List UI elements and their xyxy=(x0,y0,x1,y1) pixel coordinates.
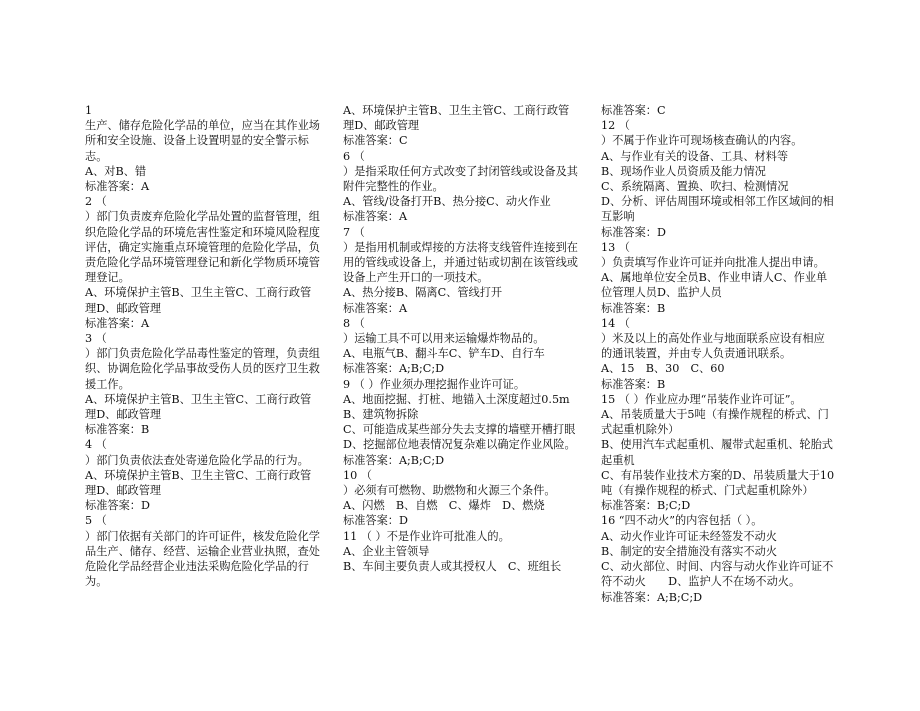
text-line: 标准答案：B xyxy=(601,301,666,315)
text-line: ）部门负责废弃危险化学品处置的监督管理，组织危险化学品的环境危害性鉴定和环境风险程度评估，确定实施重点环境管理的危险化学品，负责危险化学品环境管理登记和新化学物质环境管理登记。 xyxy=(85,210,320,285)
text-line: 4 （ xyxy=(85,438,107,452)
text-line: B、建筑物拆除 xyxy=(343,408,419,422)
text-line: 14 （ xyxy=(601,316,630,330)
text-line: A、管线/设备打开B、热分接C、动火作业 xyxy=(343,195,551,209)
text-line: ）部门负责依法查处寄递危险化学品的行为。 xyxy=(85,453,309,467)
text-column-2 xyxy=(343,103,579,574)
text-line: D、挖掘部位地表情况复杂难以确定作业风险。 xyxy=(343,438,576,452)
text-line: C、系统隔离、置换、吹扫、检测情况 xyxy=(601,180,789,194)
text-line: 标准答案：A xyxy=(85,180,150,194)
text-line: A、15 B、30 C、60 xyxy=(601,362,725,376)
text-line: 2 （ xyxy=(85,195,107,209)
text-line: 6 （ xyxy=(343,149,365,163)
text-line: 11 （ ）不是作业许可批准人的。 xyxy=(343,529,510,543)
text-line: 9 （ ）作业须办理挖掘作业许可证。 xyxy=(343,377,526,391)
text-line: D、分析、评估周围环境或相邻工作区域间的相互影响 xyxy=(601,195,834,224)
text-line: B、制定的安全措施没有落实不动火 xyxy=(601,544,778,558)
text-line: 7 （ xyxy=(343,225,365,239)
text-column-1 xyxy=(85,103,321,590)
text-line: C、有吊装作业技术方案的D、吊装质量大于10吨（有操作规程的桥式、门式起重机除外） xyxy=(601,468,835,498)
text-line: ）是指用机制或焊接的方法将支线管件连接到在用的管线或设备上，并通过钻或切割在该管线或设备上产生开口的一项技术。 xyxy=(343,240,578,285)
text-line: 16 “四不动火”的内容包括（ ）。 xyxy=(601,514,763,528)
text-line: A、属地单位安全员B、作业申请人C、作业单位管理人员D、监护人员 xyxy=(601,271,828,300)
text-line: A、地面挖掘、打桩、地锚入土深度超过0.5m xyxy=(343,392,570,406)
text-line: ）部门负责危险化学品毒性鉴定的管理，负责组织、协调危险化学品事故受伤人员的医疗卫生救援工作。 xyxy=(85,347,320,391)
text-line: 标准答案：A;B;C;D xyxy=(343,453,445,467)
text-column-3 xyxy=(601,103,835,605)
text-line: 标准答案：D xyxy=(85,499,150,513)
text-line: A、环境保护主管B、卫生主管C、工商行政管理D、邮政管理 xyxy=(85,468,312,498)
text-line: ）部门依据有关部门的许可证件，核发危险化学品生产、储存、经营、运输企业营业执照，查处危险化学品经营企业违法采购危险化学品的行为。 xyxy=(85,529,320,589)
text-line: ）是指采取任何方式改变了封闭管线或设备及其附件完整性的作业。 xyxy=(343,164,578,194)
text-line: 12 （ xyxy=(601,119,630,133)
text-line: 标准答案：C xyxy=(343,134,408,148)
text-line: A、对B、错 xyxy=(85,164,147,178)
text-line: B、使用汽车式起重机、履带式起重机、轮胎式起重机 xyxy=(601,438,833,467)
text-line: ）负责填写作业许可证并向批准人提出申请。 xyxy=(601,256,825,270)
text-line: C、动火部位、时间、内容与动火作业许可证不符不动火 D、监护人不在场不动火。 xyxy=(601,560,834,589)
text-line: ）必须有可燃物、助燃物和火源三个条件。 xyxy=(343,484,556,498)
text-line: A、电瓶气B、翻斗车C、铲车D、自行车 xyxy=(343,347,545,361)
text-line: 5 （ xyxy=(85,514,107,528)
text-line: A、动火作业许可证未经签发不动火 xyxy=(601,529,777,543)
text-line: 标准答案：A;B;C;D xyxy=(343,362,445,376)
text-line: A、吊装质量大于5吨（有操作规程的桥式、门式起重机除外） xyxy=(601,408,829,437)
text-line: 标准答案：D xyxy=(343,514,408,528)
text-line: A、企业主管领导 xyxy=(343,544,430,558)
text-line: ）不属于作业许可现场核查确认的内容。 xyxy=(601,134,803,148)
text-line: 标准答案：D xyxy=(601,225,666,239)
text-line: B、现场作业人员资质及能力情况 xyxy=(601,164,766,178)
text-line: 标准答案：C xyxy=(601,104,666,117)
text-line: 1 xyxy=(85,104,93,117)
text-line: A、与作业有关的设备、工具、材料等 xyxy=(601,149,789,163)
text-line: 标准答案：A xyxy=(85,316,150,330)
text-line: 3 （ xyxy=(85,332,107,346)
text-line: 标准答案：B;C;D xyxy=(601,499,691,513)
text-line: 15 （ ）作业应办理“吊装作业许可证”。 xyxy=(601,392,802,406)
text-line: 标准答案：A xyxy=(343,210,408,224)
text-line: ）米及以上的高处作业与地面联系应设有相应的通讯装置，并由专人负责通讯联系。 xyxy=(601,332,825,361)
text-line: A、环境保护主管B、卫生主管C、工商行政管理D、邮政管理 xyxy=(343,104,570,133)
text-line: 10 （ xyxy=(343,468,372,482)
text-line: 标准答案：B xyxy=(601,377,666,391)
text-line: 生产、储存危险化学品的单位，应当在其作业场所和安全设施、设备上设置明显的安全警示标志。 xyxy=(85,119,320,163)
text-line: ）运输工具不可以用来运输爆炸物品的。 xyxy=(343,332,545,346)
text-line: 标准答案：B xyxy=(85,423,150,437)
text-line: 标准答案：A;B;C;D xyxy=(601,590,703,604)
text-line: A、热分接B、隔离C、管线打开 xyxy=(343,286,503,300)
text-line: 8 （ xyxy=(343,316,365,330)
text-line: 标准答案：A xyxy=(343,301,408,315)
text-line: A、闪燃 B、自燃 C、爆炸 D、燃烧 xyxy=(343,499,545,513)
text-line: B、车间主要负责人或其授权人 C、班组长 xyxy=(343,560,562,574)
text-line: A、环境保护主管B、卫生主管C、工商行政管理D、邮政管理 xyxy=(85,392,312,422)
text-line: C、可能造成某些部分失去支撑的墙壁开槽打眼 xyxy=(343,423,576,437)
text-line: A、环境保护主管B、卫生主管C、工商行政管理D、邮政管理 xyxy=(85,286,312,315)
text-line: 13 （ xyxy=(601,240,630,254)
